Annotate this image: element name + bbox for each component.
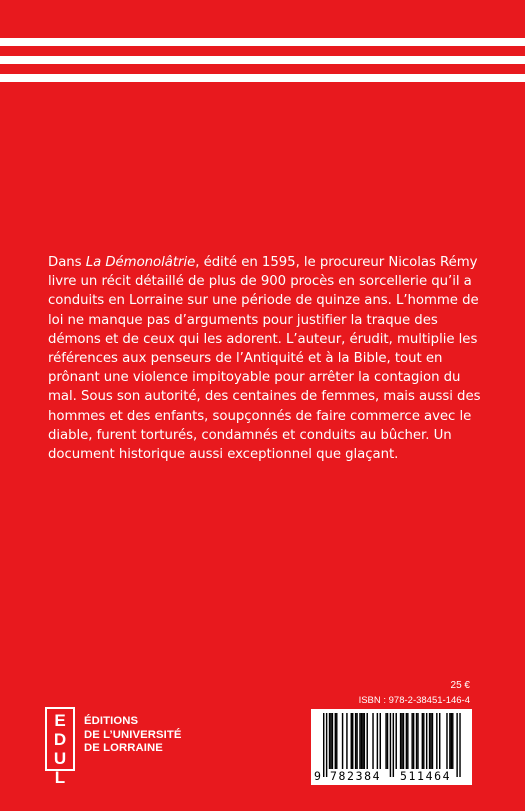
barcode-left-digits: 782384	[330, 769, 382, 783]
barcode-bar	[380, 713, 381, 769]
barcode-bar	[426, 713, 427, 769]
barcode-bar	[367, 713, 368, 769]
barcode-bar	[329, 713, 330, 769]
barcode-bar	[417, 713, 418, 769]
barcode-bar	[449, 713, 450, 769]
barcode-bar	[330, 713, 331, 769]
top-stripe	[0, 56, 525, 64]
barcode-bar	[456, 713, 457, 777]
barcode-bar	[336, 713, 337, 769]
barcode-bar	[332, 713, 333, 769]
barcode-bar	[429, 713, 430, 769]
barcode-bar	[323, 713, 324, 777]
barcode	[311, 709, 472, 785]
logo-letter: E	[54, 711, 66, 730]
barcode-bar	[436, 713, 437, 769]
barcode-bar	[372, 713, 373, 769]
barcode-bar	[356, 713, 357, 769]
publisher-name-line: DE LORRAINE	[84, 742, 163, 754]
barcode-bar	[335, 713, 336, 769]
barcode-bar	[355, 713, 356, 769]
barcode-bar	[385, 713, 386, 769]
top-stripe	[0, 38, 525, 46]
barcode-first-digit: 9	[314, 769, 321, 783]
barcode-bar	[406, 713, 407, 769]
publisher-logo	[45, 707, 215, 787]
logo-letter: D	[53, 730, 67, 749]
blurb-body: , édité en 1595, le procureur Nicolas Rémy livre un récit détaillé de plus de 900 procès en sorcellerie qu’il a conduits en Lorraine sur une période de quinze ans. L’homme de loi ne manque pas d’arguments pour justifier la traque des démons et de ceux qui les adorent. L’auteur, érudit, multiplie les références aux penseurs de l’Antiquité et à la Bible, tout en prônant une violence impitoyable pour arrêter la contagion du mal. Sous son autorité, des centaines de femmes, mais aussi des hommes et des enfants, soupçonnés de faire commerce avec le diable, furent torturés, condamnés et conduits au bûcher. Un document historique aussi exceptionnel que glaçant.	[48, 255, 481, 463]
barcode-right-digits: 511464	[400, 769, 452, 783]
barcode-bar	[452, 713, 453, 769]
barcode-bar	[430, 713, 431, 769]
price: 25 €	[450, 680, 470, 691]
barcode-bar	[451, 713, 452, 769]
barcode-bar	[342, 713, 343, 769]
barcode-bar	[401, 713, 402, 769]
top-stripe	[0, 74, 525, 82]
blurb-intro: Dans	[48, 255, 86, 270]
back-cover-blurb	[48, 253, 488, 464]
publisher-name	[84, 715, 182, 756]
logo-letter: U	[53, 749, 67, 768]
barcode-bar	[352, 713, 353, 769]
publisher-name-line: ÉDITIONS	[84, 715, 139, 727]
publisher-name-line: DE L’UNIVERSITÉ	[84, 728, 182, 741]
barcode-bar	[411, 713, 412, 769]
barcode-bar	[351, 713, 352, 769]
barcode-bar	[459, 713, 460, 777]
barcode-bar	[416, 713, 417, 769]
logo-letter: L	[54, 768, 66, 787]
barcode-bar	[362, 713, 363, 769]
barcode-bar	[393, 713, 394, 777]
barcode-bar	[403, 713, 404, 769]
barcode-bar	[346, 713, 347, 769]
barcode-bar	[423, 713, 424, 769]
barcode-bar	[361, 713, 362, 769]
barcode-bar	[359, 713, 360, 769]
isbn-label: ISBN : 978-2-38451-146-4	[358, 695, 470, 706]
barcode-bar	[446, 713, 447, 769]
barcode-bar	[422, 713, 423, 769]
barcode-bar	[439, 713, 440, 769]
barcode-bar	[396, 713, 397, 769]
barcode-bar	[390, 713, 391, 777]
barcode-bar	[364, 713, 365, 769]
barcode-bar	[413, 713, 414, 769]
book-title: La Démonolâtrie	[85, 255, 196, 270]
barcode-bar	[387, 713, 388, 769]
barcode-bar	[432, 713, 433, 769]
barcode-bar	[326, 713, 327, 777]
barcode-bar	[407, 713, 408, 769]
barcode-bar	[377, 713, 378, 769]
edul-logo-mark	[45, 707, 75, 787]
barcode-bar	[400, 713, 401, 769]
